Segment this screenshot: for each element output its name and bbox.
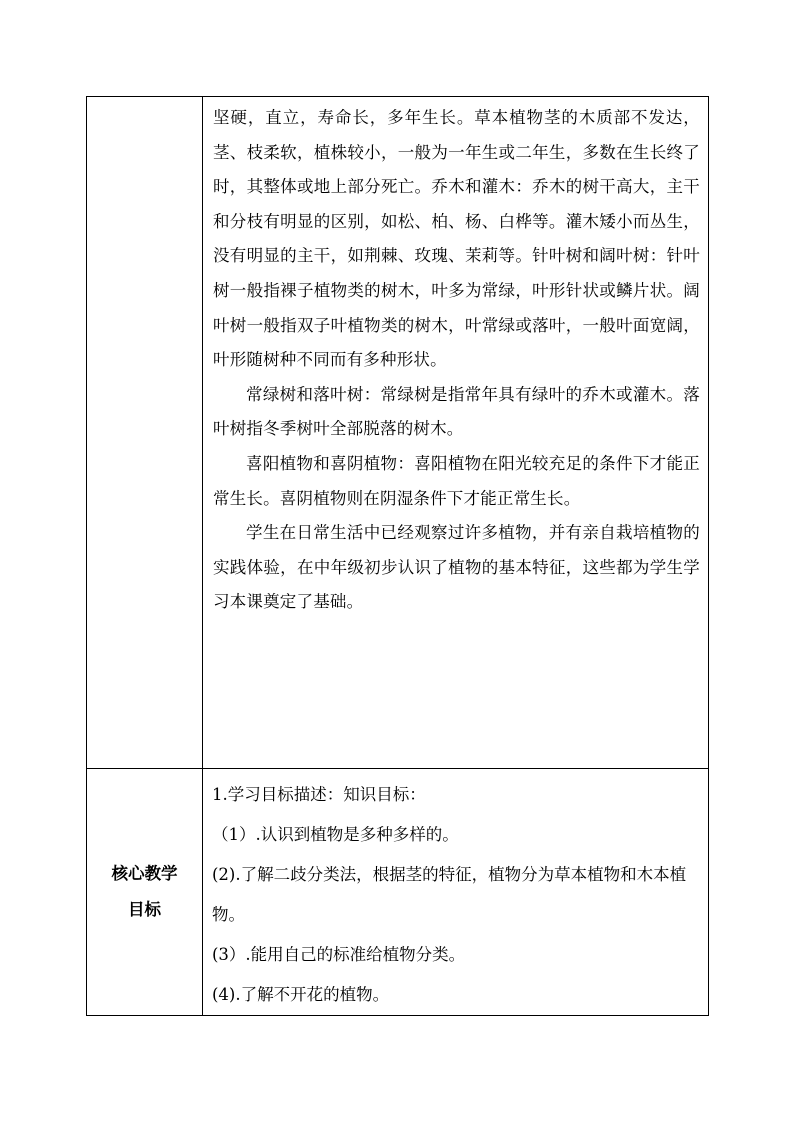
content-cell — [203, 97, 709, 769]
list-item: (3）.能用自己的标准给植物分类。 — [212, 945, 466, 964]
label-line: 核心教学 — [111, 864, 178, 883]
paragraph: 学生在日常生活中已经观察过许多植物，并有亲自栽培植物的实践体验，在中年级初步认识了植物的基本特征，这些都为学生学习本课奠定了基础。 — [213, 523, 700, 612]
label-line: 目标 — [128, 900, 161, 919]
list-item: (4).了解不开花的植物。 — [212, 985, 390, 1004]
background-text — [203, 97, 708, 620]
paragraph: 喜阳植物和喜阴植物：喜阳植物在阳光较充足的条件下才能正常生长。喜阴植物则在阴湿条件下才能正常生长。 — [213, 453, 700, 508]
lesson-plan-table — [86, 96, 709, 1016]
content-cell — [203, 769, 709, 1016]
table-row — [87, 769, 709, 1016]
row-label — [105, 856, 185, 928]
list-item: 1.学习目标描述：知识目标： — [212, 785, 426, 804]
list-item: (2).了解二歧分类法，根据茎的特征，植物分为草本植物和木本植物。 — [212, 865, 687, 924]
goals-list — [203, 769, 708, 1015]
paragraph: 坚硬，直立，寿命长，多年生长。草本植物茎的木质部不发达，茎、枝柔软，植株较小，一般为一年生或二年生，多数在生长终了时，其整体或地上部分死亡。乔木和灌木：乔木的树干高大，主干和分枝有明显的区别，如松、柏、杨、白桦等。灌木矮小而丛生，没有明显的主干，如荆棘、玫瑰、茉莉等。针叶树和阔叶树：针叶树一般指裸子植物类的树木，叶多为常绿，叶形针状或鳞片状。阔叶树一般指双子叶植物类的树木，叶常绿或落叶，一般叶面宽阔，叶形随树种不同而有多种形状。 — [213, 108, 700, 370]
list-item: （1）.认识到植物是多种多样的。 — [212, 825, 459, 844]
row-label-cell — [87, 97, 203, 769]
paragraph: 常绿树和落叶树：常绿树是指常年具有绿叶的乔木或灌木。落叶树指冬季树叶全部脱落的树木。 — [213, 384, 700, 439]
row-label-cell — [87, 769, 203, 1016]
table-row — [87, 97, 709, 769]
